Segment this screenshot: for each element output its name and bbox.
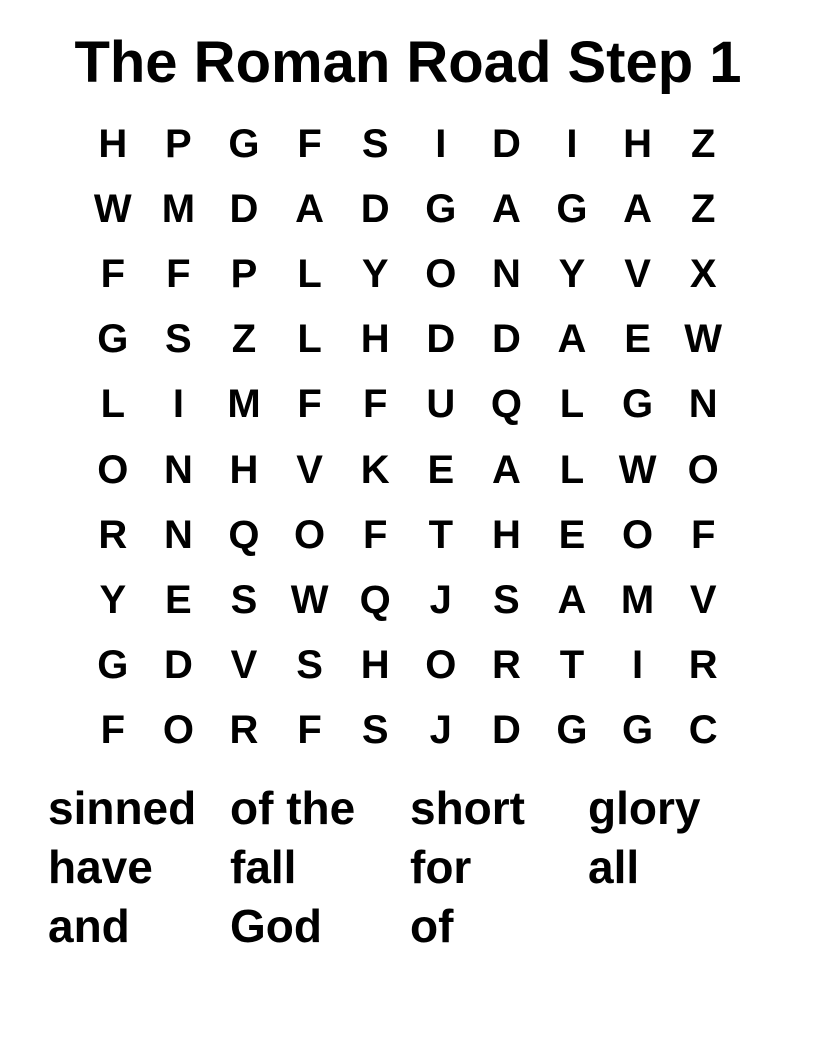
grid-cell: S xyxy=(165,317,192,362)
grid-cell: N xyxy=(163,447,193,492)
grid-cell: L xyxy=(559,447,585,492)
grid-cell: J xyxy=(429,708,452,753)
grid-cell: Z xyxy=(690,121,716,166)
grid-cell: M xyxy=(161,186,196,231)
grid-cell: L xyxy=(559,382,585,427)
grid-cell: F xyxy=(690,512,716,557)
grid-cell: H xyxy=(491,512,521,557)
grid-cell: Y xyxy=(99,577,127,622)
grid-cell: A xyxy=(557,317,587,362)
grid-cell: L xyxy=(297,251,322,296)
grid-cell: V xyxy=(296,447,323,492)
grid-cell: A xyxy=(491,447,521,492)
grid-cell: R xyxy=(98,512,128,557)
grid-cell: D xyxy=(491,317,521,362)
grid-cell: S xyxy=(493,577,520,622)
grid-cell: S xyxy=(230,577,258,622)
word-list-item: sinned xyxy=(48,781,197,834)
grid-cell: A xyxy=(295,186,325,231)
grid-cell: Y xyxy=(558,251,586,296)
word-list-item: have xyxy=(48,840,153,893)
grid-cell: R xyxy=(229,708,259,753)
grid-cell: P xyxy=(230,251,258,296)
grid-cell: S xyxy=(361,708,389,753)
word-list xyxy=(48,778,760,955)
grid-cell: W xyxy=(93,186,132,231)
grid-cell: F xyxy=(297,121,322,166)
grid-cell: Z xyxy=(690,186,716,231)
page-title: The Roman Road Step 1 xyxy=(74,30,742,95)
word-list-item: for xyxy=(410,840,472,893)
grid-cell: C xyxy=(688,708,718,753)
grid-cell: W xyxy=(290,577,329,622)
grid-cell: S xyxy=(361,121,389,166)
grid-cell: Q xyxy=(228,512,260,557)
grid-cell: H xyxy=(623,121,653,166)
grid-cell: G xyxy=(622,708,654,753)
grid-cell: D xyxy=(360,186,390,231)
grid-cell: P xyxy=(165,121,192,166)
grid-cell: H xyxy=(360,643,390,688)
word-list-item xyxy=(588,896,760,955)
grid-cell: U xyxy=(426,382,456,427)
word-list-item: of the xyxy=(230,781,356,834)
grid-cell: N xyxy=(491,251,521,296)
word-list-item: glory xyxy=(588,781,701,834)
grid-cell: A xyxy=(623,186,653,231)
grid-cell: N xyxy=(688,382,718,427)
word-list-item: all xyxy=(588,840,640,893)
grid-cell: T xyxy=(559,643,585,688)
grid-cell: W xyxy=(684,317,723,362)
grid-cell: Q xyxy=(359,577,391,622)
grid-cell: G xyxy=(228,121,260,166)
grid-cell: M xyxy=(620,577,655,622)
grid-cell: W xyxy=(618,447,657,492)
grid-cell: X xyxy=(689,251,717,296)
letter-grid xyxy=(80,111,736,763)
grid-cell: D xyxy=(426,317,456,362)
word-list-item: fall xyxy=(230,840,297,893)
grid-cell: F xyxy=(362,512,388,557)
grid-cell: Y xyxy=(361,251,389,296)
grid-cell: M xyxy=(227,382,261,427)
grid-cell: O xyxy=(425,251,457,296)
grid-cell: O xyxy=(162,708,194,753)
grid-cell: O xyxy=(425,643,457,688)
grid-cell: F xyxy=(297,708,322,753)
grid-cell: O xyxy=(687,447,719,492)
grid-cell: N xyxy=(163,512,193,557)
word-list-item: short xyxy=(410,781,525,834)
grid-cell: D xyxy=(163,643,193,688)
grid-cell: S xyxy=(296,643,323,688)
grid-cell: H xyxy=(98,121,128,166)
grid-cell: Q xyxy=(490,382,522,427)
grid-cell: G xyxy=(97,317,129,362)
grid-cell: R xyxy=(491,643,521,688)
grid-cell: H xyxy=(229,447,259,492)
grid-cell: Z xyxy=(231,317,257,362)
grid-cell: O xyxy=(97,447,129,492)
grid-cell: F xyxy=(297,382,322,427)
grid-cell: D xyxy=(491,708,521,753)
grid-cell: F xyxy=(362,382,388,427)
grid-cell: A xyxy=(557,577,587,622)
grid-cell: E xyxy=(427,447,455,492)
grid-cell: D xyxy=(491,121,521,166)
grid-cell: D xyxy=(229,186,259,231)
grid-cell: I xyxy=(632,643,644,688)
word-list-item: of xyxy=(410,899,454,952)
word-list-item: God xyxy=(230,899,322,952)
grid-cell: I xyxy=(435,121,447,166)
grid-cell: K xyxy=(360,447,390,492)
grid-cell: G xyxy=(622,382,654,427)
grid-cell: G xyxy=(425,186,457,231)
grid-cell: I xyxy=(172,382,184,427)
grid-cell: O xyxy=(622,512,654,557)
grid-cell: A xyxy=(491,186,521,231)
grid-cell: E xyxy=(165,577,192,622)
grid-cell: R xyxy=(688,643,718,688)
grid-cell: L xyxy=(100,382,126,427)
grid-cell: F xyxy=(166,251,191,296)
grid-cell: J xyxy=(429,577,452,622)
grid-cell: G xyxy=(97,643,129,688)
grid-cell: H xyxy=(360,317,390,362)
grid-cell: F xyxy=(100,708,126,753)
word-list-item: and xyxy=(48,899,130,952)
grid-cell: G xyxy=(556,186,588,231)
grid-cell: E xyxy=(624,317,651,362)
grid-cell: O xyxy=(294,512,326,557)
grid-cell: F xyxy=(100,251,126,296)
grid-cell: V xyxy=(230,643,258,688)
grid-cell: E xyxy=(558,512,586,557)
grid-cell: L xyxy=(297,317,322,362)
grid-cell: T xyxy=(428,512,453,557)
grid-cell: I xyxy=(566,121,578,166)
grid-cell: V xyxy=(689,577,717,622)
grid-cell: V xyxy=(624,251,651,296)
grid-cell: G xyxy=(556,708,588,753)
